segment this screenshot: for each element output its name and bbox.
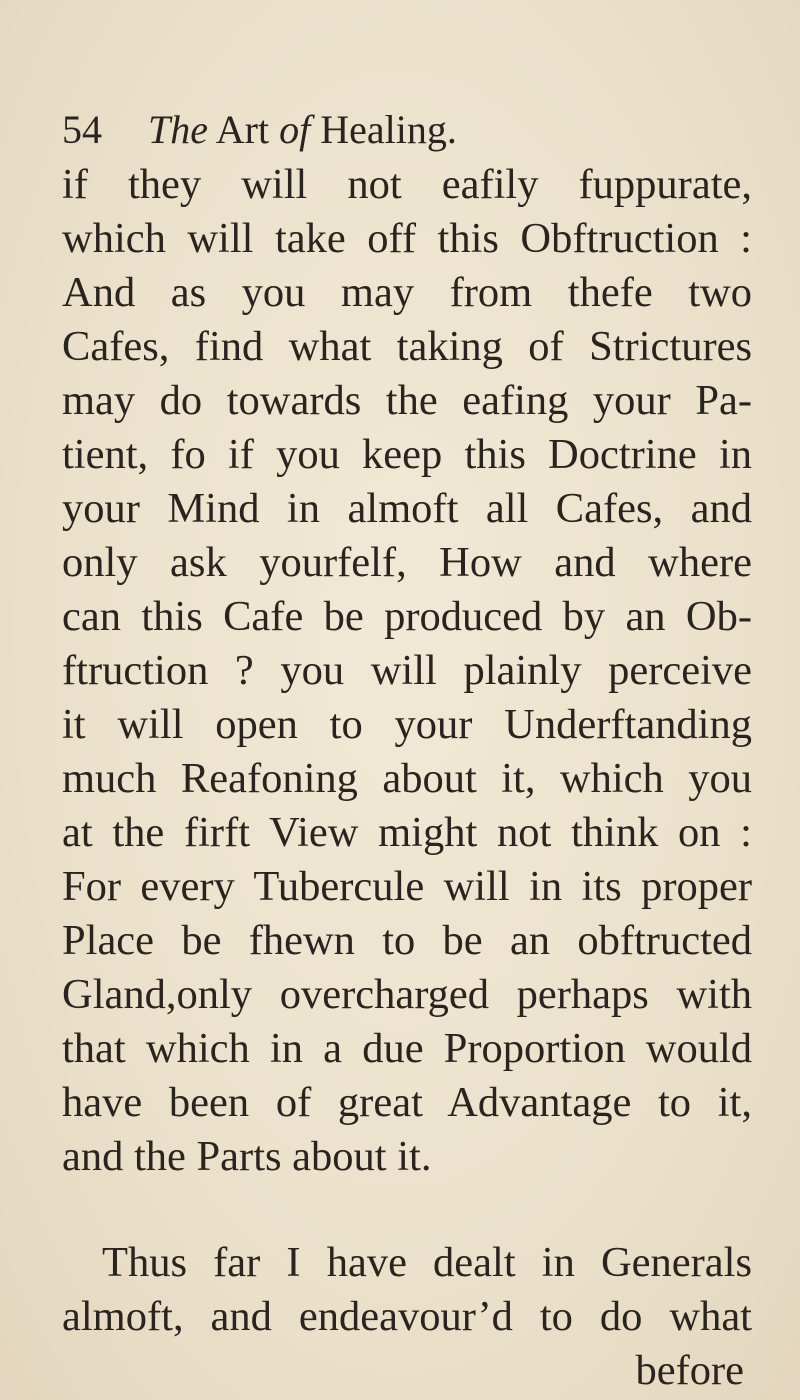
text-line: your Mind in almoft all Cafes, and [62,485,752,532]
text-line: Gland,only overcharged perhaps with [62,971,752,1018]
text-line: Thus far I have dealt in Generals [102,1239,752,1286]
text-line: only ask yourfelf, How and where [62,539,752,586]
text-line: almoft, and endeavour’d to do what [62,1293,752,1340]
header-title-the: The [148,107,208,152]
text-line: if they will not eafily fuppurate, [62,161,752,208]
header-title-of: of [279,107,311,152]
text-line: it will open to your Underftanding [62,701,752,748]
text-line: much Reafoning about it, which you [62,755,752,802]
text-line: For every Tubercule will in its proper [62,863,752,910]
text-line: may do towards the eafing your Pa- [62,377,752,424]
body-text [62,158,752,1398]
text-line: ftruction ? you will plainly perceive [62,647,752,694]
running-header [62,100,742,160]
text-line: at the firft View might not think on : [62,809,752,856]
header-title-art: Art [215,107,270,152]
text-line: Cafes, find what taking of Strictures [62,323,752,370]
text-line: can this Cafe be produced by an Ob- [62,593,752,640]
text-line: which will take off this Obftruction : [62,215,752,262]
text-line: that which in a due Proportion would [62,1025,752,1072]
page-number: 54 [62,107,102,152]
text-line: and the Parts about it. [62,1133,432,1180]
text-line: tient, fo if you keep this Doctrine in [62,431,752,478]
text-line: Place be fhewn to be an obftructed [62,917,752,964]
catchword: before [635,1347,744,1394]
paragraph-gap [62,1184,752,1236]
text-line: have been of great Advantage to it, [62,1079,752,1126]
header-title-healing: Healing. [320,107,457,152]
text-line: And as you may from thefe two [62,269,752,316]
